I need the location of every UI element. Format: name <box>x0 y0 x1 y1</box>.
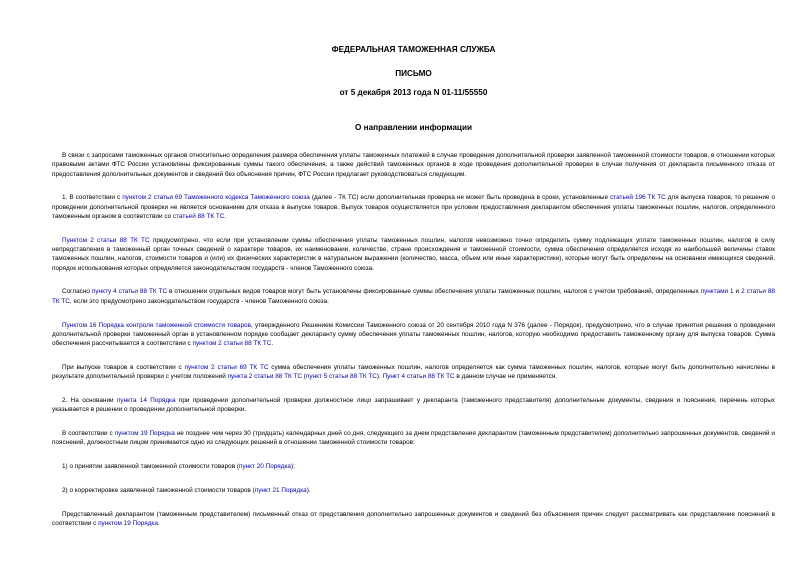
paragraph-text: ( <box>302 373 306 381</box>
paragraph-text: (далее - ТК ТС) если дополнительная проверка не может быть проведена в сроки, установленные <box>309 194 611 202</box>
document-link[interactable]: пунктом 2 статьи 69 Таможенного кодекса Таможенного союза <box>122 194 310 202</box>
paragraph-7 <box>52 396 775 415</box>
paragraph-text: ). <box>376 373 383 381</box>
document-link[interactable]: пункт 21 Порядка <box>254 487 307 495</box>
paragraph-6 <box>52 363 775 382</box>
document-date-number: от 5 декабря 2013 года N 01-11/55550 <box>339 88 488 97</box>
paragraph-text: Представленный декларантом (таможенным представителем) письменный отказ от представления дополнительно запрошенных документов и сведений без объяснения причин следует рассматривать как представление пояснений в соответствии с <box>52 510 775 528</box>
document-link[interactable]: пунктом 2 статьи 69 ТК ТС <box>184 363 269 371</box>
document-link[interactable]: Пунктом 2 статьи 88 ТК ТС <box>62 236 150 244</box>
document-body <box>52 151 775 528</box>
document-link[interactable]: пунктом 19 Порядка <box>98 520 158 528</box>
paragraph-text: , если это предусмотрено законодательством государств - членов Таможенного союза. <box>69 297 329 305</box>
paragraph-text: не позднее чем через 30 (тридцать) календарных дней со дня, следующего за днем представления декларантом (таможенным представителем) дополнительно запрошенных документов, сведений и пояснений, должностным лицом принимается одно из следующих решений в отношении таможенной стоимости товаров: <box>52 430 775 447</box>
document-type: ПИСЬМО <box>395 69 432 78</box>
document-subject: О направлении информации <box>354 123 473 132</box>
paragraph-text: при проведении дополнительной проверки должностное лицо запрашивает у декларанта (таможенного представителя) дополнительные документы, сведения и пояснения, перечень которых указывается в решении о проведении дополнительной проверки. <box>52 397 775 414</box>
paragraph-2 <box>52 193 775 221</box>
document-link[interactable]: пункт 5 статьи 88 ТК ТС <box>305 373 377 381</box>
paragraph-text: При выпуске товаров в соответствии с <box>62 363 185 371</box>
document-link[interactable]: статьей 196 ТК ТС <box>610 194 666 202</box>
document-link[interactable]: Пунктом 16 Порядка контроля таможенной стоимости товаров <box>62 321 251 329</box>
document-link[interactable]: пункту 4 статьи 88 ТК ТС <box>91 288 168 296</box>
paragraph-text: для выпуска товаров, то решение о проведении дополнительной проверки не является основанием для отказа в выпуске товаров. Выпуск товаров осуществляется при условии предоставления декларантом обеспечения уплаты таможенных пошлин, налогов, определенного таможенным органом в соответствии со <box>52 194 776 220</box>
paragraph-text: Согласно <box>62 288 92 296</box>
paragraph-11 <box>52 510 775 529</box>
paragraph-8 <box>52 429 775 448</box>
paragraph-1 <box>52 151 775 179</box>
document-link[interactable]: пунктом 19 Порядка <box>114 430 175 438</box>
paragraph-text: , утвержденного Решением Комиссии Таможенного союза от 20 сентября 2010 года N 376 (далее - Порядок), предусмотрено, что в случае принятия решения о проведении дополнительной проверки таможенный орган в установленном порядке сообщает декларанту сумму обеспечения уплаты таможенных пошлин, налогов, которую необходимо предоставить таможенному органу для выпуска товаров. Сумма обеспечения рассчитывается в соответствии с <box>52 321 775 348</box>
paragraph-text: В соответствии с <box>62 430 115 438</box>
document-link[interactable]: 2 статьи 88 ТК ТС <box>52 288 775 305</box>
paragraph-text: в данном случае не применяется. <box>454 373 558 381</box>
paragraph-text: 1) о принятии заявленной таможенной стоимости товаров ( <box>62 463 239 471</box>
document-link[interactable]: пункт 20 Порядка <box>239 463 291 471</box>
document-link[interactable]: пунктами 1 <box>700 288 734 296</box>
document-link[interactable]: пункта 14 Порядка <box>116 397 176 405</box>
agency-title: ФЕДЕРАЛЬНАЯ ТАМОЖЕННАЯ СЛУЖБА <box>331 45 496 54</box>
paragraph-text: ). <box>306 487 311 495</box>
paragraph-9 <box>52 462 775 471</box>
document-link[interactable]: пункта 2 статьи 88 ТК ТС <box>227 373 302 381</box>
paragraph-text: 1. В соответствии с <box>62 194 123 202</box>
document-link[interactable]: Пункт 4 статьи 88 ТК ТС <box>382 373 455 381</box>
paragraph-4 <box>52 287 775 306</box>
paragraph-text: 2) о корректировке заявленной таможенной стоимости товаров ( <box>62 487 255 495</box>
paragraph-5 <box>52 321 775 349</box>
paragraph-text: и <box>733 288 742 296</box>
paragraph-text: предусмотрено, что если при установлении суммы обеспечения уплаты таможенных пошлин, налогов невозможно точно определить сумму подлежащих уплате таможенных пошлин, налогов в силу непредставления в таможенный орган точных сведений о характере товаров, их наименовании, количестве, стране происхождения и таможенной стоимости, сумма обеспечения определяется исходя из наибольшей величины ставок таможенных пошлин, налогов, стоимости товаров и (или) их физических характеристик в натуральном выражении (количество, масса, объем или иные характеристики), которые могут быть определены на основании имеющихся сведений, порядок использования которых определяется законодательством государств - членов Таможенного союза. <box>52 236 775 272</box>
paragraph-text: 2. На основании <box>62 397 117 405</box>
paragraph-text: в отношении отдельных видов товаров могут быть установлены фиксированные суммы обеспечения уплаты таможенных пошлин, налогов с учетом требований, определенных <box>167 288 701 296</box>
paragraph-text: . <box>224 212 227 220</box>
paragraph-text: . <box>157 520 160 528</box>
document-link[interactable]: статьей 88 ТК ТС <box>172 212 225 220</box>
paragraph-text: В связи с запросами таможенных органов относительно определения размера обеспечения уплаты таможенных платежей в случае проведения дополнительной проверки заявленной таможенной стоимости товаров, в отношении которых правовыми актами ФТС России установлены фиксированные суммы такого обеспечения, а также действий таможенных органов в ходе проведения дополнительной проверки в случае получения от декларанта письменного отказа от предоставления дополнительных документов и сведений без объяснения причин, ФТС России предлагает руководствоваться следующим. <box>52 152 775 178</box>
document-link[interactable]: пунктом 2 статьи 88 ТК ТС <box>192 340 272 348</box>
paragraph-3 <box>52 236 775 273</box>
paragraph-10 <box>52 486 775 495</box>
paragraph-text: ); <box>290 463 295 471</box>
paragraph-text: сумма обеспечения уплаты таможенных пошлин, налогов определяется как сумма таможенных пошлин, налогов, которые могут быть дополнительно начислены в результате дополнительной проверки с учетом положений <box>52 363 775 381</box>
paragraph-text: . <box>271 340 274 348</box>
